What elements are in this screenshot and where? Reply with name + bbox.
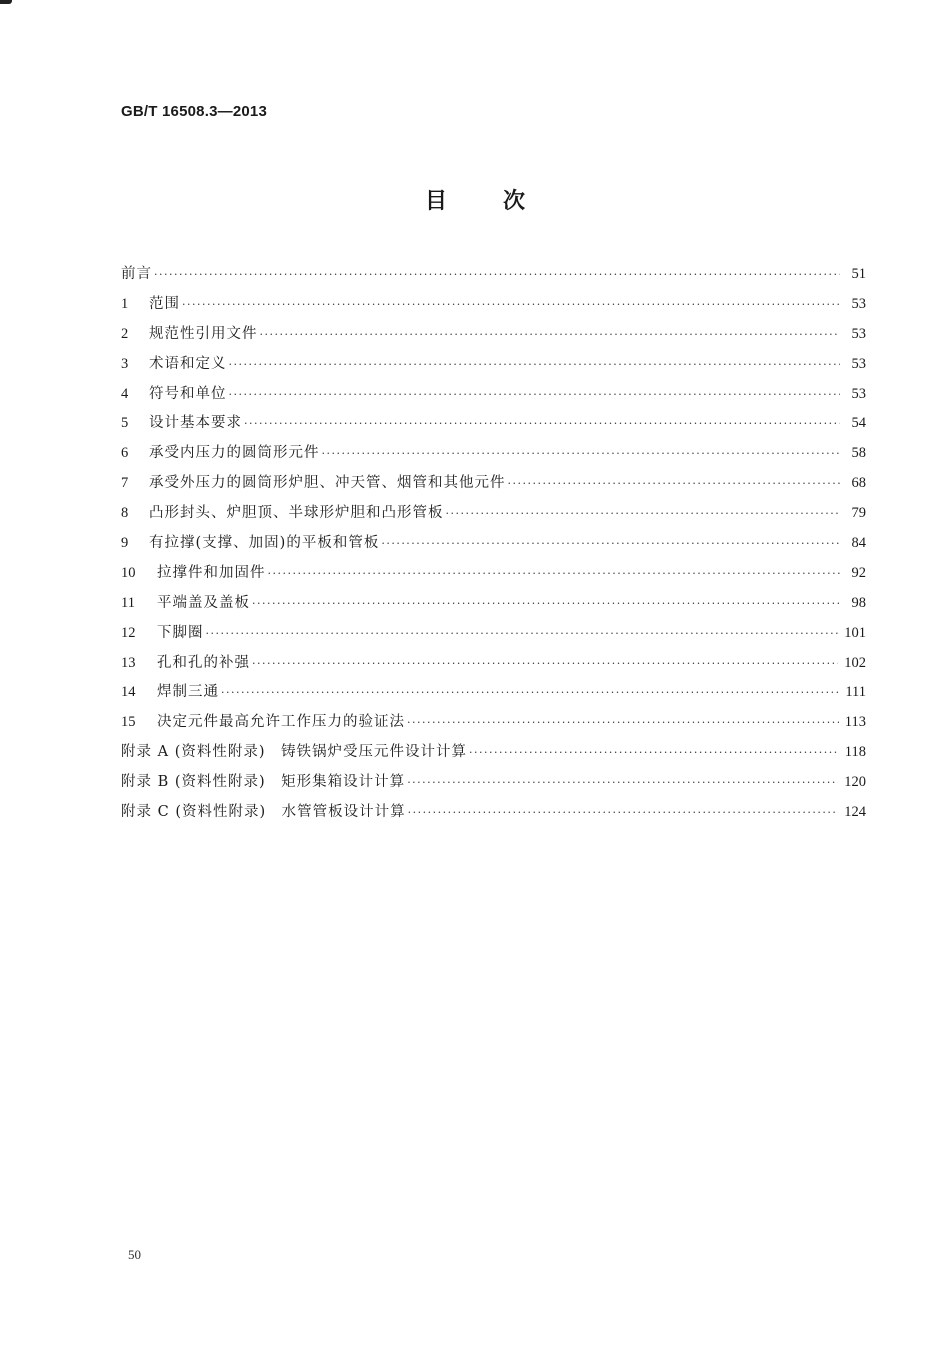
toc-entry-number: 10 bbox=[121, 564, 136, 581]
toc-entry-number: 4 bbox=[121, 385, 129, 402]
toc-entry-label: 承受外压力的圆筒形炉胆、冲天管、烟管和其他元件 bbox=[149, 475, 506, 492]
toc-entry-number: 6 bbox=[121, 445, 129, 462]
toc-entry-page: 79 bbox=[851, 505, 866, 522]
toc-leader-dots bbox=[154, 268, 840, 281]
toc-entry[interactable] bbox=[121, 591, 866, 621]
toc-entry[interactable] bbox=[121, 531, 866, 561]
toc-entry[interactable] bbox=[121, 651, 866, 681]
toc-entry-page: 53 bbox=[851, 385, 866, 402]
toc-entry-label: 承受内压力的圆筒形元件 bbox=[149, 445, 320, 462]
toc-entry[interactable] bbox=[121, 680, 866, 710]
toc-entry-page: 53 bbox=[851, 355, 866, 372]
toc-entry-number: 8 bbox=[121, 505, 129, 522]
page-title: 目次 bbox=[424, 189, 581, 214]
toc-entry-page: 84 bbox=[851, 535, 866, 552]
toc-entry[interactable] bbox=[121, 322, 866, 352]
toc-entry-label: 下脚圈 bbox=[157, 624, 204, 641]
toc-leader-dots bbox=[322, 447, 841, 460]
toc-leader-dots bbox=[508, 477, 841, 490]
toc-leader-dots bbox=[252, 597, 840, 610]
toc-leader-dots bbox=[252, 657, 838, 670]
toc-entry-page: 53 bbox=[851, 325, 866, 342]
toc-entry-page: 53 bbox=[851, 295, 866, 312]
toc-entry-page: 92 bbox=[851, 564, 866, 581]
toc-entry[interactable] bbox=[121, 382, 866, 412]
toc-entry[interactable] bbox=[121, 262, 866, 292]
document-code: GB/T 16508.3—2013 bbox=[121, 103, 267, 120]
toc-entry-page: 98 bbox=[851, 594, 866, 611]
toc-leader-dots bbox=[229, 388, 841, 401]
toc-entry[interactable] bbox=[121, 770, 866, 800]
toc-entry[interactable] bbox=[121, 411, 866, 441]
toc-entry-page: 101 bbox=[844, 624, 866, 641]
toc-leader-dots bbox=[244, 417, 840, 430]
toc-entry-label: 前言 bbox=[121, 266, 152, 282]
toc-entry-number: 2 bbox=[121, 325, 129, 342]
page-number: 50 bbox=[128, 1247, 141, 1262]
toc-entry-page: 102 bbox=[844, 654, 866, 671]
toc-leader-dots bbox=[221, 686, 839, 699]
toc-entry-number: 5 bbox=[121, 415, 129, 432]
toc-entry-number: 7 bbox=[121, 475, 129, 492]
toc-entry[interactable] bbox=[121, 710, 866, 740]
scan-corner-mark bbox=[0, 0, 12, 4]
toc-leader-dots bbox=[407, 716, 839, 729]
toc-entry[interactable] bbox=[121, 621, 866, 651]
toc-entry[interactable] bbox=[121, 800, 866, 830]
table-of-contents bbox=[121, 262, 866, 830]
toc-entry-label: 孔和孔的补强 bbox=[157, 654, 250, 671]
toc-entry[interactable] bbox=[121, 501, 866, 531]
toc-entry-label: 符号和单位 bbox=[149, 385, 227, 402]
toc-entry-label: 附录 C (资料性附录) 水管管板设计计算 bbox=[121, 804, 406, 821]
toc-entry-page: 111 bbox=[845, 684, 866, 701]
toc-entry-page: 113 bbox=[844, 714, 866, 731]
toc-entry[interactable] bbox=[121, 471, 866, 501]
toc-entry-number: 14 bbox=[121, 684, 136, 701]
toc-entry-label: 设计基本要求 bbox=[149, 415, 242, 432]
toc-entry-page: 68 bbox=[851, 475, 866, 492]
toc-entry-label: 拉撑件和加固件 bbox=[157, 564, 266, 581]
toc-leader-dots bbox=[260, 328, 841, 341]
toc-leader-dots bbox=[408, 806, 839, 819]
toc-leader-dots bbox=[469, 746, 839, 759]
toc-entry[interactable] bbox=[121, 352, 866, 382]
toc-entry-number: 3 bbox=[121, 355, 129, 372]
toc-entry-label: 凸形封头、炉胆顶、半球形炉胆和凸形管板 bbox=[149, 505, 444, 522]
toc-entry-number: 12 bbox=[121, 624, 136, 641]
toc-entry-label: 范围 bbox=[149, 295, 180, 312]
toc-entry-page: 118 bbox=[844, 744, 866, 761]
toc-entry[interactable] bbox=[121, 740, 866, 770]
toc-entry-page: 51 bbox=[851, 266, 866, 282]
toc-leader-dots bbox=[268, 567, 841, 580]
toc-entry-label: 决定元件最高允许工作压力的验证法 bbox=[157, 714, 405, 731]
toc-entry-number: 15 bbox=[121, 714, 136, 731]
toc-entry-label: 平端盖及盖板 bbox=[157, 594, 250, 611]
toc-entry[interactable] bbox=[121, 561, 866, 591]
toc-entry-label: 有拉撑(支撑、加固)的平板和管板 bbox=[149, 535, 380, 552]
toc-entry-label: 附录 B (资料性附录) 矩形集箱设计计算 bbox=[121, 774, 406, 791]
toc-entry-label: 规范性引用文件 bbox=[149, 325, 258, 342]
toc-entry-label: 术语和定义 bbox=[149, 355, 227, 372]
toc-entry-number: 1 bbox=[121, 295, 129, 312]
toc-leader-dots bbox=[446, 507, 841, 520]
toc-entry-label: 焊制三通 bbox=[157, 684, 219, 701]
toc-entry-page: 54 bbox=[851, 415, 866, 432]
toc-entry-number: 13 bbox=[121, 654, 136, 671]
toc-leader-dots bbox=[407, 776, 838, 789]
toc-entry[interactable] bbox=[121, 292, 866, 322]
toc-leader-dots bbox=[182, 298, 840, 311]
toc-entry-label: 附录 A (资料性附录) 铸铁锅炉受压元件设计计算 bbox=[121, 744, 468, 761]
toc-entry-page: 58 bbox=[851, 445, 866, 462]
toc-entry-page: 120 bbox=[844, 774, 866, 791]
toc-entry[interactable] bbox=[121, 441, 866, 471]
toc-entry-number: 9 bbox=[121, 535, 129, 552]
toc-entry-number: 11 bbox=[121, 594, 135, 611]
toc-leader-dots bbox=[206, 627, 839, 640]
toc-leader-dots bbox=[229, 358, 841, 371]
toc-entry-page: 124 bbox=[844, 804, 866, 821]
toc-leader-dots bbox=[381, 537, 840, 550]
